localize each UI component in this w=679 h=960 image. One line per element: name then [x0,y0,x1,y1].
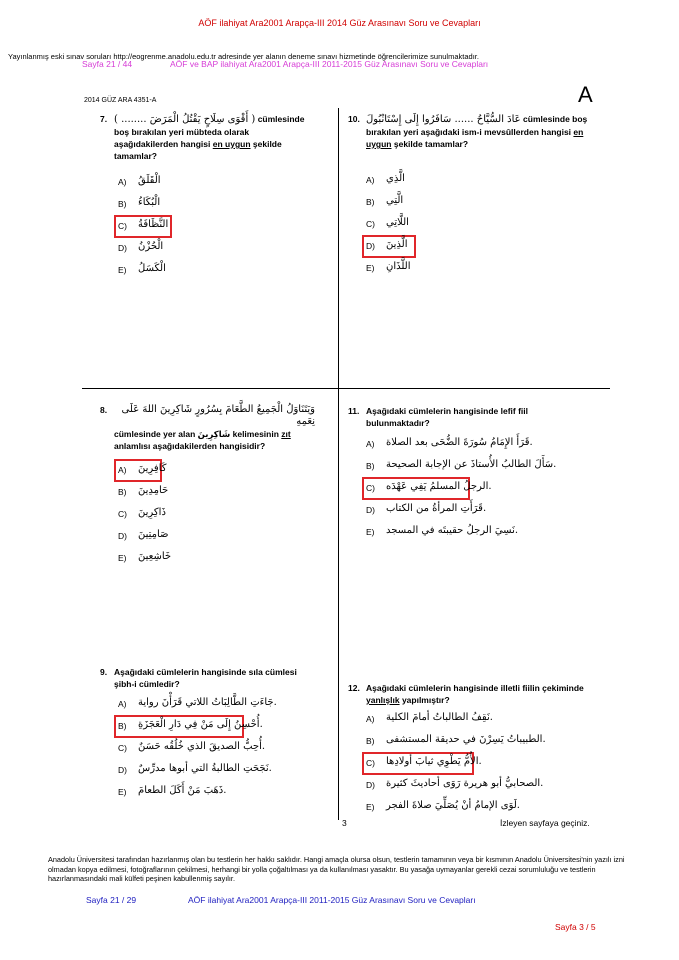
option-text: خَاشِعِينَ [138,551,172,562]
option-text: الْقَلَقُ [138,175,161,186]
question-10 [348,113,588,150]
question-stem-after: şekilde tamamlar? [393,139,469,149]
question-9 [100,666,315,690]
option-e[interactable] [118,550,278,572]
question-emphasis: zıt [281,429,291,439]
option-text: الَّتِي [386,195,404,206]
option-text: الْبُكَاءُ [138,197,161,208]
option-text: ذَاكِرِينَ [138,507,166,518]
column-divider [338,108,339,820]
option-d[interactable] [366,502,596,524]
question-number: 11. [348,406,360,416]
option-letter: B) [118,199,127,209]
option-letter: D) [366,780,375,790]
option-d[interactable] [118,528,278,550]
option-text: قَرَأَ الإِمَامُ سُورَةَ الضُّحَى بعد الصلاة. [386,437,533,448]
option-letter: A) [366,714,375,724]
question-stem: Aşağıdaki cümlelerin hangisinde lefif fiil bulunmaktadır? [366,406,529,428]
option-c-selected[interactable] [366,755,596,777]
option-a[interactable] [366,172,526,194]
option-text: الصحابيُّ أبو هريرة رَوَى أحاديثَ كثيرة. [386,778,544,789]
option-letter: C) [366,219,375,229]
question-stem-after: anlamlısı aşağıdakilerden hangisidir? [114,441,266,451]
question-stem: Aşağıdaki cümlelerin hangisinde sıla cümlesi şibh-i cümledir? [114,667,297,689]
booklet-letter: A [578,82,593,107]
option-e[interactable] [366,260,526,282]
question-number: 7. [100,114,108,124]
option-d[interactable] [118,762,318,784]
option-text: ذَهَبَ مَنْ أَكَلَ الطعامَ. [138,785,227,796]
options-q11 [366,436,596,546]
option-text: النَّظَافَةُ [138,219,169,230]
option-text: قَرَأَتِ المرأةُ من الكتاب. [386,503,487,514]
option-a[interactable] [366,711,596,733]
option-text: لَوَى الإمامُ أنْ يُصَلِّيَ صلاةَ الفجر. [386,800,520,811]
option-d[interactable] [118,240,278,262]
row-separator-left-1 [82,388,338,389]
option-text: الَّذِي [386,173,405,184]
question-emphasis: en uygun [366,127,584,149]
option-d[interactable] [366,777,596,799]
option-c[interactable] [118,506,278,528]
footer-page-label: Sayfa 21 / 29 [86,895,137,905]
option-a-selected[interactable] [118,462,278,484]
question-12 [348,682,588,706]
copyright-notice: Anadolu Üniversitesi tarafından hazırlanmış olan bu testlerin her hakkı saklıdır. Hangi amaçla olursa olsun, testlerin tamamının veya bir kısmının Anadolu Üniversitesi'nin yazılı izni olmadan kopya edilmesi, fotoğraflarının çekilmesi, herhangi bir yolla çoğaltılması ya da kullanılması yasaktır. Bu yasağa uymayanlar gerekli cezai sorumluluğu ve testlerin hazırlanmasındaki mali külfeti peşinen kabullenmiş sayılır. [48,855,625,883]
option-d-selected[interactable] [366,238,526,260]
option-e[interactable] [366,524,596,546]
option-text: الأُمُّ يَطْوِي ثيابَ أولادِها. [386,756,482,767]
ghost-collection-title: AÖF ve BAP ilahiyat Ara2001 Arapça-III 2011-2015 Güz Arasınavı Soru ve Cevapları [170,59,489,69]
row-separator-right-1 [338,388,610,389]
option-letter: D) [366,241,375,251]
option-letter: D) [118,243,127,253]
option-text: نَسِيَ الرجلُ حقيبتَه في المسجد. [386,525,519,536]
option-text: اللَّاتِي [386,217,409,228]
question-stem-before: cümlesinde yer alan شَاكِرِينَ kelimesinin [114,429,279,439]
option-text: نَقِفُ الطالباتُ أمامَ الكلية. [386,712,493,723]
option-text: حَامِدِينَ [138,485,169,496]
exam-code: 2014 GÜZ ARA 4351-A [84,97,157,104]
option-text: الْكَسَلُ [138,263,166,274]
option-text: أُحْسِنُ إِلَى مَنْ فِي دَارِ الْعَجَزَةِ. [138,719,263,730]
option-text: الطبيباتُ يَسِرْنَ في حديقة المستشفى. [386,734,546,745]
option-letter: E) [366,263,375,273]
option-letter: D) [366,505,375,515]
question-stem-before: Aşağıdaki cümlelerin hangisinde illetli fiilin çekiminde [366,683,584,693]
question-arabic: وَيَتَنَاوَلُ الْجَمِيعُ الطَّعَامَ بِسُرُورٍ شَاكِرِينَ اللهَ عَلَى نِعَمِهِ [121,404,315,427]
question-stem-before: cümlesinde boş bırakılan yeri aşağıdaki ism-i mevsûllerden hangisi [366,114,588,137]
option-c-selected[interactable] [366,480,596,502]
footer-page-right: Sayfa 3 / 5 [555,922,596,932]
page-number: 3 [342,818,347,828]
option-letter: B) [118,487,127,497]
option-letter: E) [366,802,375,812]
question-arabic: ( أَقْوَى سِلَاحٍ يَقْتُلُ الْمَرَضَ ........ ) [114,114,256,125]
option-letter: D) [118,531,127,541]
option-letter: C) [118,509,127,519]
question-8 [100,404,315,452]
question-7 [100,113,315,162]
option-text: سَأَلَ الطالبُ الأُستاذَ عن الإجابة الصحيحة. [386,459,557,470]
question-number: 8. [100,405,108,415]
options-q9 [118,696,318,806]
option-letter: C) [366,483,375,493]
option-e[interactable] [118,262,278,284]
option-text: الْحُزْنُ [138,241,164,252]
question-stem-after: yapılmıştır? [401,695,450,705]
option-text: الَّذِينَ [386,239,408,250]
question-emphasis: en uygun [212,139,251,149]
option-e[interactable] [118,784,318,806]
question-stem-before: cümlesinde boş bırakılan yeri mübteda olarak aşağıdakilerden hangisi [114,114,305,149]
footer-collection-title: AÖF ilahiyat Ara2001 Arapça-III 2011-2015 Güz Arasınavı Soru ve Cevapları [188,895,476,905]
option-text: نَجَحَتِ الطالبةُ التي أبوها مدرِّسٌ. [138,763,272,774]
ghost-page-label: Sayfa 21 / 44 [82,59,133,69]
option-letter: A) [366,439,375,449]
option-a[interactable] [118,174,278,196]
question-number: 12. [348,683,360,693]
option-text: اللَّذَانِ [386,261,411,272]
option-letter: E) [366,527,375,537]
options-q8 [118,462,278,572]
option-a[interactable] [366,436,596,458]
option-letter: E) [118,553,127,563]
option-letter: B) [366,197,375,207]
option-letter: E) [118,265,127,275]
options-q12 [366,711,596,821]
site-notice: Yayınlanmış eski sınav soruları http://eogrenme.anadolu.edu.tr adresinde yer alanın deneme sınavı hizmetinde öğrencilerimize sunulmaktadır. [8,52,479,61]
option-letter: A) [366,175,375,185]
document-title: AÖF ilahiyat Ara2001 Arapça-III 2014 Güz Arasınavı Soru ve Cevapları [198,18,481,28]
question-number: 10. [348,114,360,124]
option-text: أُحِبُّ الصديقَ الذي خُلُقُه حَسَنٌ. [138,741,266,752]
options-q7 [118,174,278,284]
option-letter: C) [366,758,375,768]
next-page-note: İzleyen sayfaya geçiniz. [500,818,590,828]
option-letter: E) [118,787,127,797]
option-b[interactable] [118,484,278,506]
option-letter: C) [118,221,127,231]
option-text: صَامِتِينَ [138,529,169,540]
question-number: 9. [100,667,108,677]
option-letter: A) [118,465,127,475]
options-q10 [366,172,526,282]
option-letter: B) [366,461,375,471]
option-letter: A) [118,177,127,187]
option-c-selected[interactable] [118,218,278,240]
question-stem-after: şekilde tamamlar? [114,139,282,161]
option-text: الرجلُ المسلمُ يَفِي عَهْدَه. [386,481,492,492]
option-text: كَافِرِينَ [138,463,167,474]
option-b-selected[interactable] [118,718,318,740]
question-arabic: عَادَ السُّيَّاحُ ...... سَافَرُوا إِلَى إِسْتَانْبُولَ [366,114,521,125]
option-c[interactable] [118,740,318,762]
option-letter: C) [118,743,127,753]
option-letter: B) [118,721,127,731]
question-11 [348,405,588,429]
option-letter: B) [366,736,375,746]
question-emphasis: yanlışlık [366,695,400,705]
option-letter: D) [118,765,127,775]
option-text: جَاءَتِ الطَّالِبَاتُ اللاتي قَرَأْنَ رواية. [138,697,277,708]
option-letter: A) [118,699,127,709]
option-b[interactable] [366,194,526,216]
